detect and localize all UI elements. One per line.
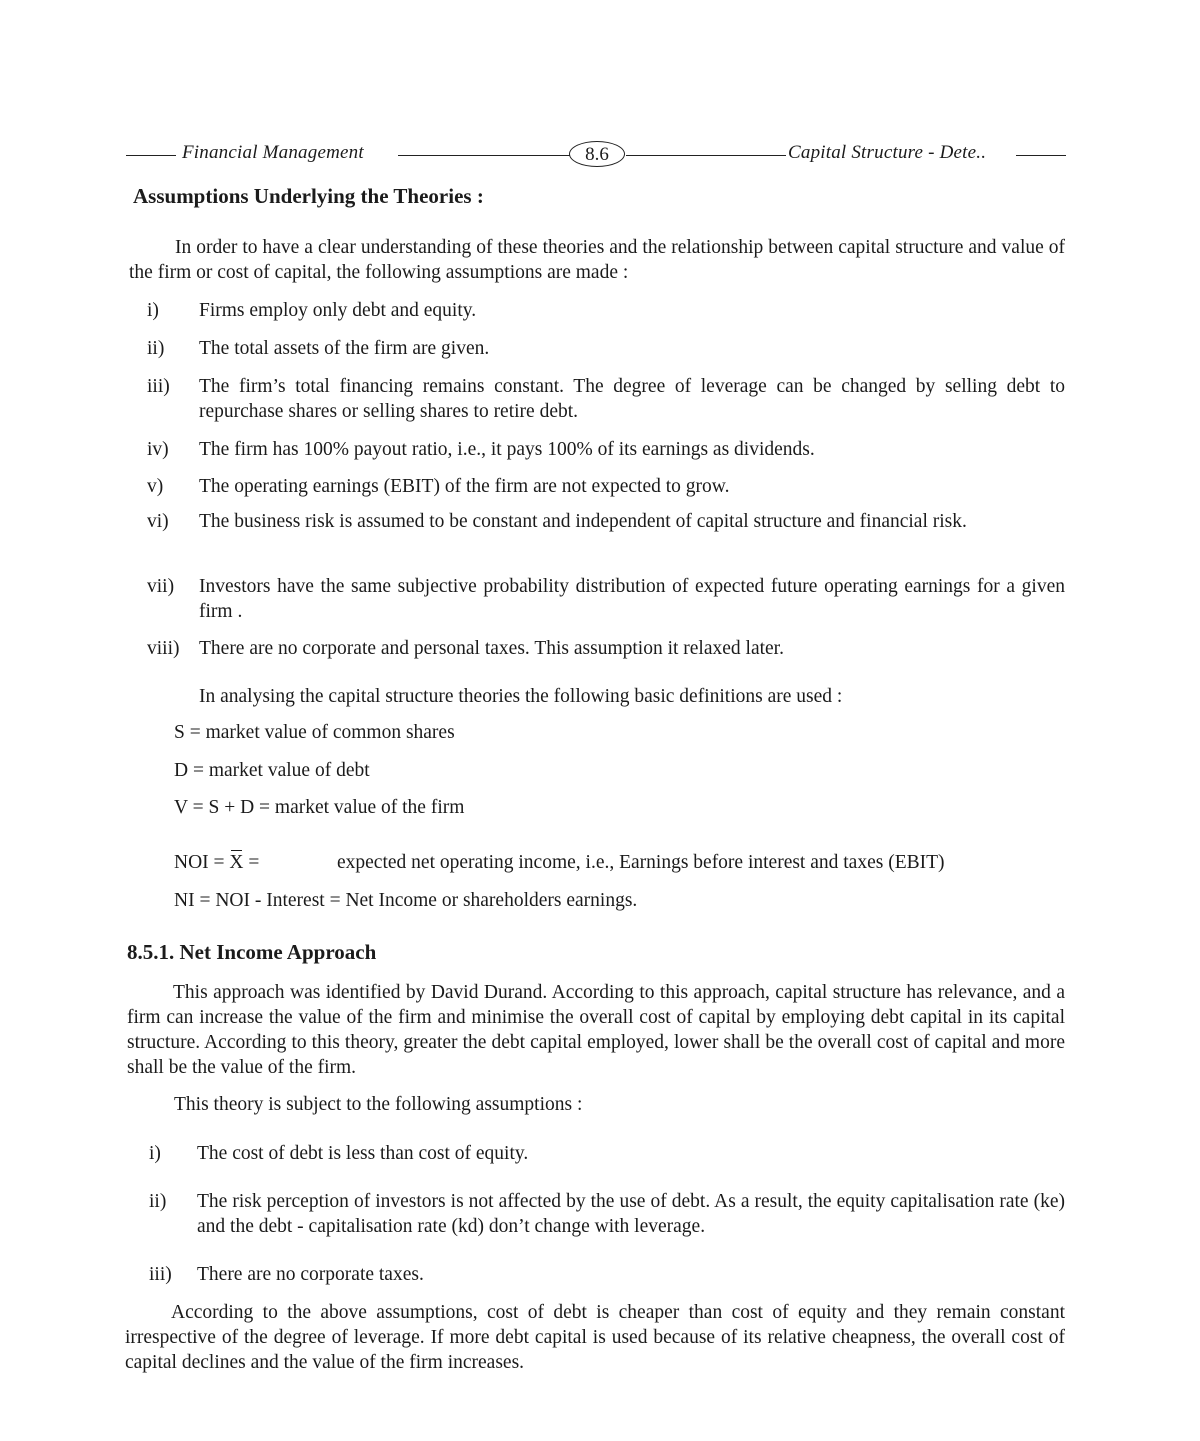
net-income-paragraph-2: This theory is subject to the following assumptions : (174, 1094, 583, 1115)
list-item-number: iv) (147, 439, 169, 460)
list-item-number: viii) (147, 638, 180, 659)
ni-definition: NI = NOI - Interest = Net Income or shareholders earnings. (174, 890, 638, 911)
header-chapter-title: Capital Structure - Dete.. (788, 142, 987, 163)
header-page-number: 8.6 (569, 141, 625, 167)
list-item-text: Firms employ only debt and equity. (199, 300, 477, 321)
list-item-text: The total assets of the firm are given. (199, 338, 490, 359)
list-item-text: The firm has 100% payout ratio, i.e., it pays 100% of its earnings as dividends. (199, 439, 815, 460)
list-item-number: i) (149, 1143, 161, 1164)
list-item-number: iii) (147, 376, 170, 397)
list-item-text: The firm’s total financing remains constant. The degree of leverage can be changed by selling debt to repurchase shares or selling shares to retire debt. (199, 376, 1065, 422)
list-item-number: ii) (147, 338, 165, 359)
section-heading-assumptions: Assumptions Underlying the Theories : (133, 184, 484, 208)
net-income-paragraph-3: According to the above assumptions, cost of debt is cheaper than cost of equity and they remain constant irrespective of the degree of leverage. If more debt capital is used because of its relative cheapness, the overall cost of capital declines and the value of the firm increases. (125, 1302, 1065, 1373)
header-book-title: Financial Management (182, 142, 364, 163)
list-item-text: Investors have the same subjective probability distribution of expected future operating earnings for a given firm . (199, 576, 1065, 622)
noi-lhs-label: NOI = (174, 852, 230, 873)
list-item-text: The operating earnings (EBIT) of the firm are not expected to grow. (199, 476, 730, 497)
assumptions-intro-paragraph: In order to have a clear understanding of these theories and the relationship between capital structure and value of the firm or cost of capital, the following assumptions are made : (129, 237, 1065, 283)
noi-definition-lhs (174, 852, 259, 874)
definition-line: S = market value of common shares (174, 722, 455, 743)
header-rule-right (1016, 155, 1066, 156)
noi-definition-rhs: expected net operating income, i.e., Earnings before interest and taxes (EBIT) (337, 852, 945, 873)
list-item-text: The business risk is assumed to be constant and independent of capital structure and financial risk. (199, 511, 967, 532)
header-rule-middle-right (626, 155, 786, 156)
noi-lhs-equals: = (243, 852, 260, 873)
list-item-text: There are no corporate and personal taxes. This assumption it relaxed later. (199, 638, 784, 659)
list-item-text: There are no corporate taxes. (197, 1264, 424, 1285)
list-item-number: v) (147, 476, 164, 497)
list-item-number: vi) (147, 511, 169, 532)
net-income-paragraph-1: This approach was identified by David Durand. According to this approach, capital structure has relevance, and a firm can increase the value of the firm and minimise the overall cost of capital by employing debt capital in its capital structure. According to this theory, greater the debt capital employed, lower shall be the overall cost of capital and more shall be the value of the firm. (127, 982, 1065, 1078)
section-heading-net-income-approach: 8.5.1. Net Income Approach (127, 940, 377, 964)
x-bar-symbol: X (229, 852, 244, 873)
list-item-number: ii) (149, 1191, 167, 1212)
header-rule-left (126, 155, 176, 156)
list-item-text: The cost of debt is less than cost of equity. (197, 1143, 529, 1164)
definition-line: D = market value of debt (174, 760, 370, 781)
header-rule-middle-left (398, 155, 570, 156)
list-item-number: vii) (147, 576, 175, 597)
list-item-text: The risk perception of investors is not affected by the use of debt. As a result, the equity capitalisation rate (ke) and the debt - capitalisation rate (kd) don’t change with leverage. (197, 1191, 1065, 1237)
list-item-number: iii) (149, 1264, 172, 1285)
definitions-intro: In analysing the capital structure theories the following basic definitions are used : (199, 686, 843, 707)
list-item-number: i) (147, 300, 159, 321)
running-header (126, 140, 1066, 172)
definition-line: V = S + D = market value of the firm (174, 797, 465, 818)
